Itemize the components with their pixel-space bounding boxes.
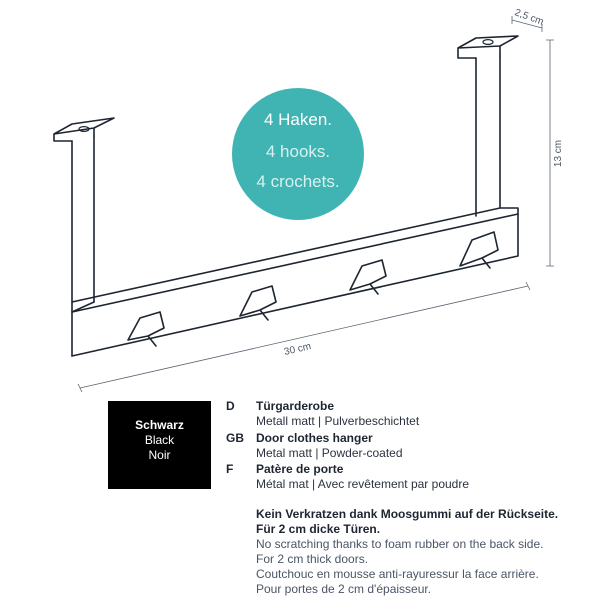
left-clip (54, 118, 114, 141)
badge-line-fr: 4 crochets. (256, 172, 340, 191)
color-name-de: Schwarz (135, 418, 184, 432)
color-swatch (108, 401, 211, 489)
note-line-1: No scratching thanks to foam rubber on the back side. (256, 537, 544, 551)
note-bold-1: Kein Verkratzen dank Moosgummi auf der Rückseite. (256, 507, 559, 521)
language-code-gb: GB (226, 431, 244, 445)
badge-line-de: 4 Haken. (263, 110, 333, 129)
badge-line-en: 4 hooks. (265, 142, 331, 161)
product-title-f: Patère de porte (256, 462, 344, 476)
product-subtitle-de: Metall matt | Pulverbeschichtet (256, 414, 420, 428)
product-subtitle-f: Métal mat | Avec revêtement par poudre (256, 477, 470, 491)
left-arm (72, 136, 94, 356)
language-code-de: D (226, 399, 235, 413)
note-line-2: For 2 cm thick doors. (256, 552, 369, 566)
note-line-3: Coutchouc en mousse anti-rayuressur la face arrière. (256, 567, 539, 581)
hook-4 (460, 232, 498, 268)
note-line-4: Pour portes de 2 cm d'épaisseur. (256, 582, 432, 596)
color-name-en: Black (144, 433, 175, 447)
hook-count-badge (232, 88, 364, 220)
hook-1 (128, 312, 164, 346)
width-label: 30 cm (283, 341, 313, 358)
hanger-bar (72, 208, 518, 356)
height-label: 13 cm (553, 139, 565, 168)
product-title-de: Türgarderobe (256, 399, 335, 413)
product-subtitle-gb: Metal matt | Powder-coated (256, 446, 403, 460)
note-bold-2: Für 2 cm dicke Türen. (256, 522, 381, 536)
language-code-f: F (226, 462, 234, 476)
product-title-gb: Door clothes hanger (256, 431, 373, 445)
depth-label: 2,5 cm (513, 7, 545, 28)
color-name-fr: Noir (148, 448, 171, 462)
right-arm (476, 56, 500, 216)
